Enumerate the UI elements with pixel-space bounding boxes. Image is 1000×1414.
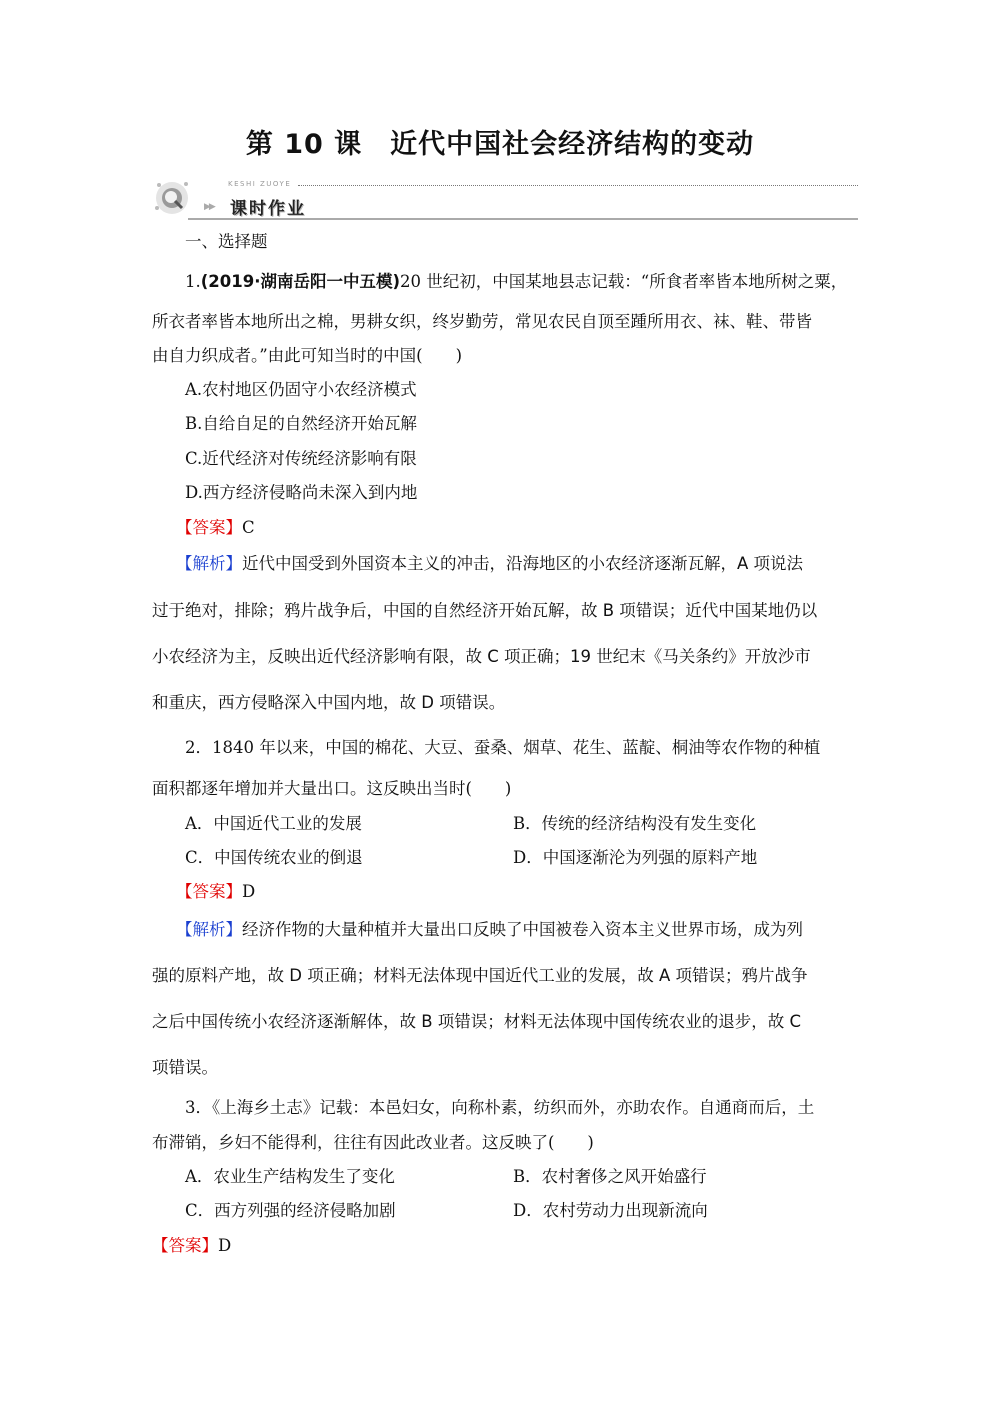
- question-2-option-a: A．中国近代工业的发展: [185, 814, 362, 833]
- question-3-stem: 3．《上海乡土志》记载：本邑妇女，向称朴素，纺织而外，亦助农作。自通商而后，土: [185, 1098, 815, 1117]
- answer-label: 【答案】: [152, 1236, 218, 1255]
- analysis-label: 【解析】: [176, 920, 242, 939]
- question-2-option-b: B．传统的经济结构没有发生变化: [513, 814, 757, 833]
- answer-value: D: [218, 1236, 232, 1255]
- question-1-analysis: 【解析】近代中国受到外国资本主义的冲击，沿海地区的小农经济逐渐瓦解，A 项说法: [176, 554, 804, 573]
- page-title: 第 10 课 近代中国社会经济结构的变动: [245, 129, 755, 160]
- question-1-option-a: A.农村地区仍固守小农经济模式: [185, 380, 417, 399]
- question-number: 3．: [185, 1098, 212, 1117]
- banner-label: 课时作业: [230, 199, 306, 219]
- question-1-stem-line: 所衣者率皆本地所出之棉，男耕女织，终岁勤劳，常见农民自顶至踵所用衣、袜、鞋、带皆: [152, 312, 812, 331]
- question-2-stem-line: 面积都逐年增加并大量出口。这反映出当时( ): [152, 779, 512, 798]
- question-number: 2．: [185, 738, 212, 757]
- question-1-option-c: C.近代经济对传统经济影响有限: [185, 449, 417, 468]
- question-2-stem: 2．1840 年以来，中国的棉花、大豆、蚕桑、烟草、花生、蓝靛、桐油等农作物的种植: [185, 738, 821, 757]
- section-banner: [148, 172, 858, 224]
- question-3-stem-line: 布滞销，乡妇不能得利，往往有因此改业者。这反映了( ): [152, 1133, 594, 1152]
- question-2-analysis: 【解析】经济作物的大量种植并大量出口反映了中国被卷入资本主义世界市场，成为列: [176, 920, 803, 939]
- question-2-option-d: D．中国逐渐沦为列强的原料产地: [513, 848, 758, 867]
- question-3-option-d: D．农村劳动力出现新流向: [513, 1201, 708, 1220]
- answer-value: D: [242, 882, 256, 901]
- section-heading: 一、选择题: [185, 232, 268, 251]
- banner-underline: [188, 218, 858, 220]
- question-1-stem: 1.(2019·湖南岳阳一中五模)20 世纪初，中国某地县志记载：“所食者率皆本地所树之粟，: [185, 272, 848, 291]
- banner-subtitle: KESHI ZUOYE: [228, 180, 292, 188]
- answer-value: C: [242, 518, 255, 537]
- question-1-answer: [176, 520, 255, 537]
- answer-label: 【答案】: [176, 518, 242, 537]
- question-1-option-d: D.西方经济侵略尚未深入到内地: [185, 483, 418, 502]
- question-3-option-c: C．西方列强的经济侵略加剧: [185, 1201, 396, 1220]
- question-3-answer: [152, 1238, 231, 1255]
- question-3-option-b: B．农村奢侈之风开始盛行: [513, 1167, 707, 1186]
- question-3-option-a: A．农业生产结构发生了变化: [185, 1167, 395, 1186]
- question-1-analysis-line: 和重庆，西方侵略深入中国内地，故 D 项错误。: [152, 693, 506, 712]
- question-number: 1.: [185, 272, 201, 291]
- gear-magnifier-icon: [152, 178, 192, 218]
- question-2-analysis-line: 之后中国传统小农经济逐渐解体，故 B 项错误；材料无法体现中国传统农业的退步，故 C: [152, 1012, 802, 1031]
- question-2-analysis-line: 强的原料产地，故 D 项正确；材料无法体现中国近代工业的发展，故 A 项错误；鸦片战争: [152, 966, 808, 985]
- answer-label: 【答案】: [176, 882, 242, 901]
- question-1-analysis-line: 小农经济为主，反映出近代经济影响有限，故 C 项正确；19 世纪末《马关条约》开放沙市: [152, 647, 811, 666]
- question-1-stem-line: 由自力织成者。”由此可知当时的中国( ): [152, 346, 463, 365]
- double-arrow-icon: ▶▶: [204, 202, 214, 212]
- question-2-analysis-line: 项错误。: [152, 1058, 218, 1077]
- dotted-divider: [298, 185, 858, 186]
- question-source: (2019·湖南岳阳一中五模): [200, 272, 401, 291]
- question-1-analysis-line: 过于绝对，排除；鸦片战争后，中国的自然经济开始瓦解，故 B 项错误；近代中国某地仍以: [152, 601, 818, 620]
- question-2-answer: [176, 884, 255, 901]
- question-1-option-b: B.自给自足的自然经济开始瓦解: [185, 414, 417, 433]
- question-2-option-c: C．中国传统农业的倒退: [185, 848, 363, 867]
- analysis-label: 【解析】: [176, 554, 242, 573]
